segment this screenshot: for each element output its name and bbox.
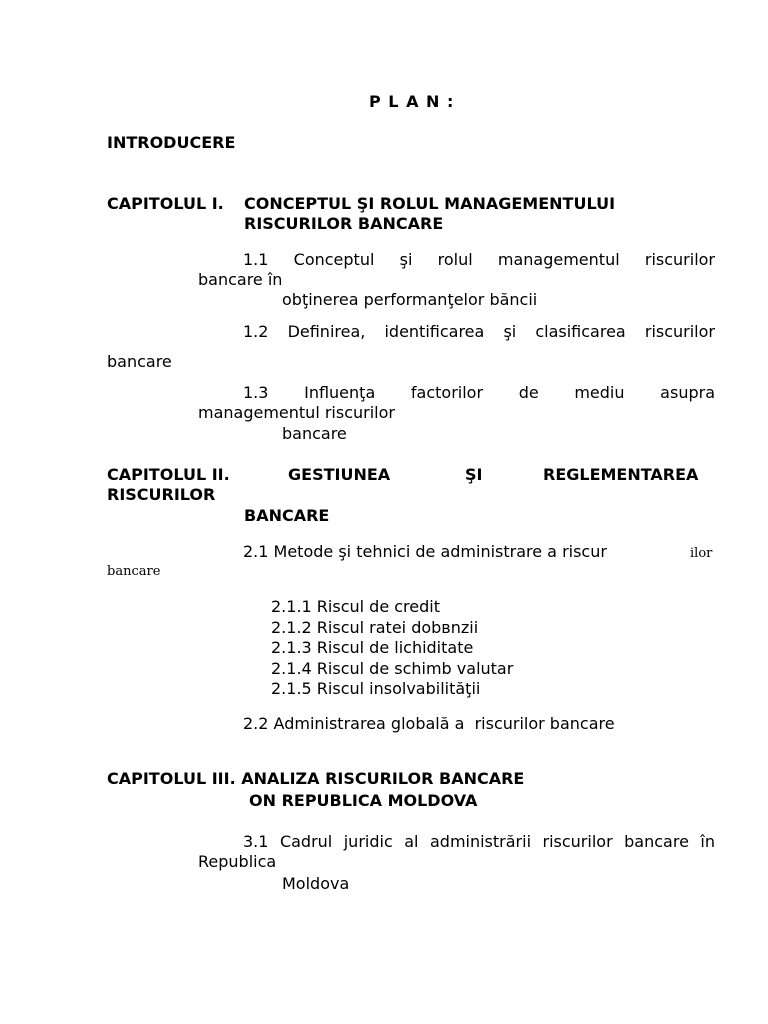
chapter-2-word-3: ŞI bbox=[465, 465, 483, 484]
section-1-1-line1: 1.1 Conceptul şi rolul managementul riscurilor bbox=[243, 250, 715, 269]
list-item: 2.1.2 Riscul ratei dobвnzii bbox=[271, 618, 479, 637]
chapter-1-label: CAPITOLUL I. bbox=[107, 194, 224, 213]
section-1-2-line1: 1.2 Definirea, identificarea şi clasificarea riscurilor bbox=[243, 322, 715, 341]
section-2-2: 2.2 Administrarea globală a riscurilor bancare bbox=[243, 714, 615, 733]
section-3-1-line3: Moldova bbox=[282, 874, 350, 893]
chapter-2-word-2: GESTIUNEA bbox=[288, 465, 391, 484]
list-item: 2.1.4 Riscul de schimb valutar bbox=[271, 659, 514, 678]
section-2-1-line1 bbox=[243, 542, 715, 562]
section-1-1-line2: bancare în bbox=[198, 270, 283, 289]
chapter-2-word-1: CAPITOLUL II. bbox=[107, 465, 230, 484]
section-2-1-line2: bancare bbox=[107, 564, 161, 579]
chapter-2-title-line2: RISCURILOR bbox=[107, 485, 216, 504]
section-1-3-line1: 1.3 Influenţa factorilor de mediu asupra bbox=[243, 383, 715, 402]
section-1-3-line2: managementul riscurilor bbox=[198, 403, 395, 422]
chapter-2-word-4: REGLEMENTAREA bbox=[543, 465, 699, 484]
section-1-3-line3: bancare bbox=[282, 424, 347, 443]
section-3-1-line2: Republica bbox=[198, 852, 277, 871]
list-item: 2.1.1 Riscul de credit bbox=[271, 597, 440, 616]
chapter-1-title-line2: RISCURILOR BANCARE bbox=[244, 214, 444, 233]
chapter-3-title-line2: ON REPUBLICA MOLDOVA bbox=[249, 791, 478, 810]
section-1-1-line3: obţinerea performanţelor băncii bbox=[282, 290, 538, 309]
list-item: 2.1.5 Riscul insolvabilităţii bbox=[271, 679, 481, 698]
chapter-1-title-line1: CONCEPTUL ŞI ROLUL MANAGEMENTULUI bbox=[244, 194, 616, 213]
introduction-heading: INTRODUCERE bbox=[107, 133, 236, 152]
list-item: 2.1.3 Riscul de lichiditate bbox=[271, 638, 474, 657]
section-2-1-line1-tail: ilor bbox=[690, 546, 713, 561]
section-1-2-line2: bancare bbox=[107, 352, 172, 371]
chapter-3-title-line1: CAPITOLUL III. ANALIZA RISCURILOR BANCARE bbox=[107, 769, 525, 788]
section-2-1-line1-main: 2.1 Metode şi tehnici de administrare a riscur bbox=[243, 542, 607, 561]
page-title: P L A N : bbox=[369, 92, 455, 111]
section-3-1-line1: 3.1 Cadrul juridic al administrării riscurilor bancare în bbox=[243, 832, 715, 851]
chapter-2-title-line3: BANCARE bbox=[244, 506, 330, 525]
